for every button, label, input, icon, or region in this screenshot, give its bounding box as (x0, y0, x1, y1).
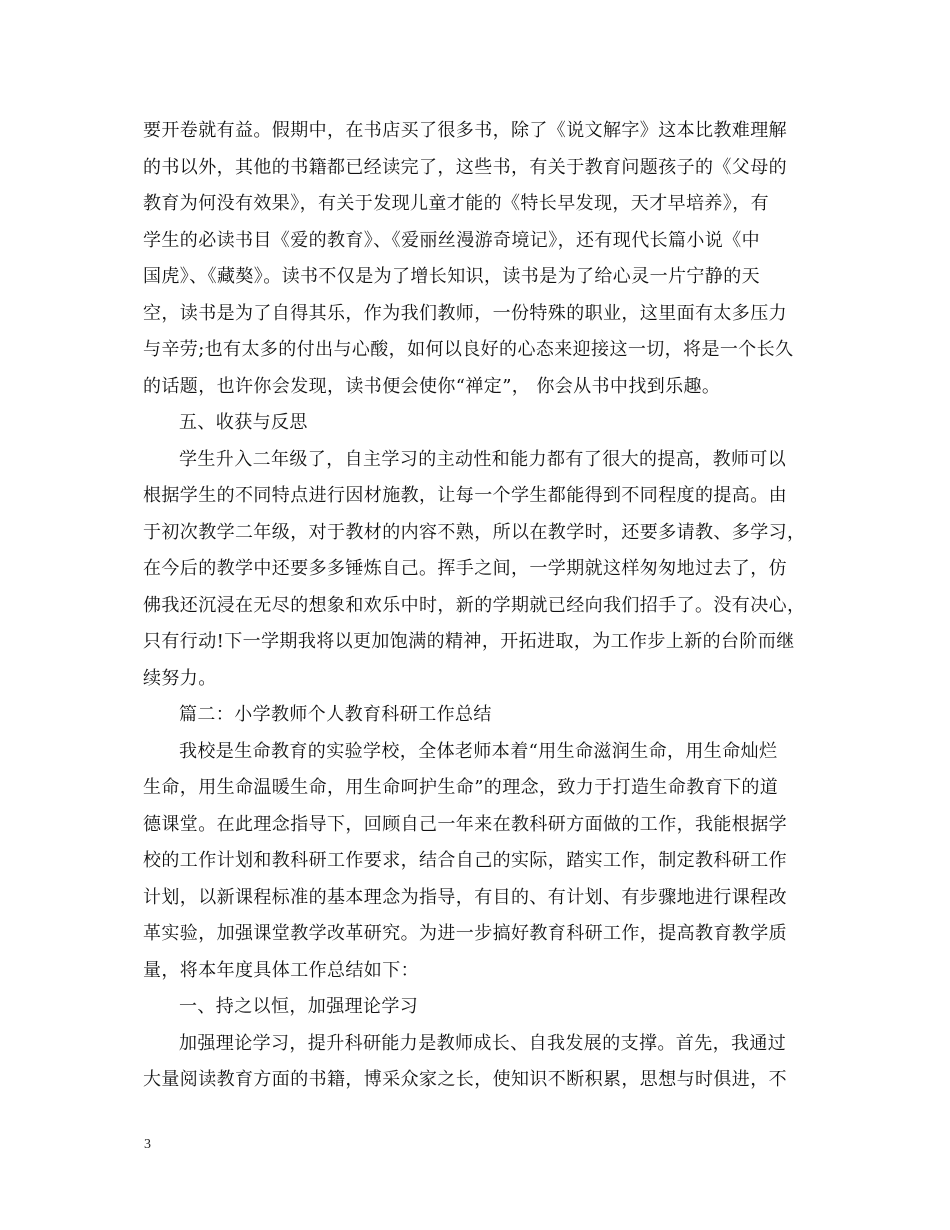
text-line: 学生升入二年级了，自主学习的主动性和能力都有了很大的提高，教师可以 (179, 448, 787, 470)
text-line: 篇二：小学教师个人教育科研工作总结 (179, 704, 492, 725)
text-line: 续努力。 (143, 667, 217, 689)
text-line: 只有行动!下一学期我将以更加饱满的精神，开拓进取，为工作步上新的台阶而继 (143, 631, 795, 652)
text-line: 空，读书是为了自得其乐，作为我们教师，一份特殊的职业，这里面有太多压力 (143, 302, 787, 324)
text-line: 的书以外，其他的书籍都已经读完了，这些书，有关于教育问题孩子的《父母的 (143, 156, 787, 178)
text-line: 计划，以新课程标准的基本理念为指导，有目的、有计划、有步骤地进行课程改 (143, 886, 787, 908)
text-line: 要开卷就有益。假期中，在书店买了很多书，除了《说文解字》这本比教难理解 (143, 120, 787, 141)
document-body (143, 113, 808, 1099)
text-line: 我校是生命教育的实验学校，全体老师本着“用生命滋润生命，用生命灿烂 (179, 740, 778, 762)
text-line: 德课堂。在此理念指导下，回顾自己一年来在教科研方面做的工作，我能根据学 (143, 813, 787, 835)
text-line: 校的工作计划和教科研工作要求，结合自己的实际，踏实工作，制定教科研工作 (143, 850, 787, 871)
text-line: 一、持之以恒，加强理论学习 (179, 996, 419, 1017)
text-line: 的话题，也许你会发现，读书便会使你“禅定”， 你会从书中找到乐趣。 (143, 375, 721, 397)
page-number: 3 (144, 1137, 151, 1152)
text-line: 根据学生的不同特点进行因材施教，让每一个学生都能得到不同程度的提高。由 (143, 485, 787, 506)
text-line: 学生的必读书目《爱的教育》、《爱丽丝漫游奇境记》，还有现代长篇小说《中 (143, 229, 760, 251)
text-line: 国虎》、《藏獒》。读书不仅是为了增长知识，读书是为了给心灵一片宁静的天 (143, 266, 760, 287)
text-line: 革实验，加强课堂教学改革研究。为进一步搞好教育科研工作，提高教育教学质 (143, 923, 787, 944)
text-line: 教育为何没有效果》，有关于发现儿童才能的《特长早发现，天才早培养》，有 (143, 193, 769, 214)
text-line: 加强理论学习，提升科研能力是教师成长、自我发展的支撑。首先，我通过 (179, 1032, 787, 1054)
text-line: 在今后的教学中还要多多锤炼自己。挥手之间，一学期就这样匆匆地过去了，仿 (143, 558, 787, 579)
text-line: 量，将本年度具体工作总结如下： (143, 959, 419, 981)
text-line: 于初次教学二年级，对于教材的内容不熟，所以在教学时，还要多请教、多学习， (143, 521, 806, 543)
text-line: 大量阅读教育方面的书籍，博采众家之长，使知识不断积累，思想与时俱进，不 (143, 1069, 787, 1090)
text-line: 与辛劳;也有太多的付出与心酸，如何以良好的心态来迎接这一切，将是一个长久 (143, 339, 794, 360)
text-line: 生命，用生命温暖生命，用生命呵护生命”的理念，致力于打造生命教育下的道 (143, 777, 779, 798)
text-line: 佛我还沉浸在无尽的想象和欢乐中时，新的学期就已经向我们招手了。没有决心， (143, 594, 806, 616)
text-line: 五、收获与反思 (179, 412, 308, 433)
